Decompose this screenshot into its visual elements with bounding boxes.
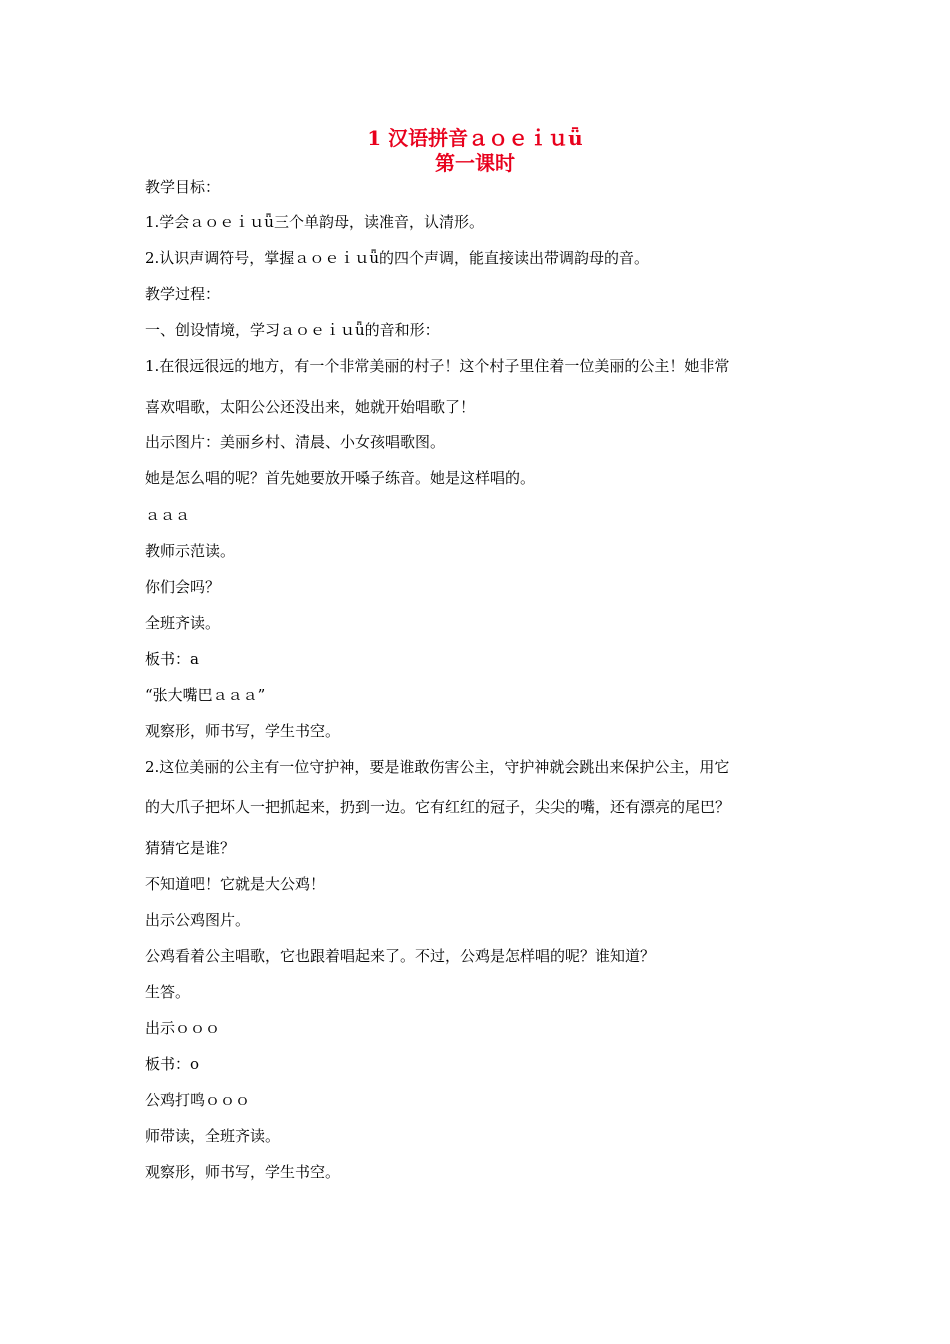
- paragraph: 板书：a: [145, 650, 199, 668]
- paragraph: 教学过程：: [145, 285, 221, 303]
- paragraph: 生答。: [145, 983, 191, 1001]
- paragraph: 的大爪子把坏人一把抓起来，扔到一边。它有红红的冠子，尖尖的嘴，还有漂亮的尾巴？: [145, 798, 731, 816]
- paragraph: 板书：o: [145, 1055, 200, 1073]
- paragraph: 她是怎么唱的呢？首先她要放开嗓子练音。她是这样唱的。: [145, 469, 536, 487]
- paragraph: “张大嘴巴ａａａ”: [145, 686, 266, 704]
- paragraph: 1.在很远很远的地方，有一个非常美丽的村子！这个村子里住着一位美丽的公主！她非常: [145, 357, 730, 375]
- lesson-title: 1 汉语拼音ａｏｅｉｕǖ: [367, 126, 583, 150]
- paragraph: 你们会吗？: [145, 578, 221, 596]
- paragraph: 喜欢唱歌，太阳公公还没出来，她就开始唱歌了！: [145, 398, 476, 416]
- paragraph: 不知道吧！它就是大公鸡！: [145, 875, 326, 893]
- paragraph: 公鸡打鸣ｏｏｏ: [145, 1091, 251, 1109]
- paragraph: 猜猜它是谁？: [145, 839, 236, 857]
- paragraph: 教师示范读。: [145, 542, 236, 560]
- paragraph: 出示ｏｏｏ: [145, 1019, 221, 1037]
- paragraph: 出示图片：美丽乡村、清晨、小女孩唱歌图。: [145, 433, 446, 451]
- paragraph: 一、创设情境，学习ａｏｅｉｕǖ的音和形：: [145, 321, 440, 339]
- paragraph: 出示公鸡图片。: [145, 911, 251, 929]
- paragraph: 2.这位美丽的公主有一位守护神，要是谁敢伤害公主，守护神就会跳出来保护公主，用它: [145, 758, 730, 776]
- paragraph: 教学目标：: [145, 178, 221, 196]
- paragraph: 2.认识声调符号，掌握ａｏｅｉｕǖ的四个声调，能直接读出带调韵母的音。: [145, 249, 649, 267]
- paragraph: 观察形，师书写，学生书空。: [145, 1163, 341, 1181]
- paragraph: ａａａ: [145, 506, 191, 524]
- paragraph: 观察形，师书写，学生书空。: [145, 722, 341, 740]
- paragraph: 公鸡看着公主唱歌，它也跟着唱起来了。不过，公鸡是怎样唱的呢？谁知道？: [145, 947, 656, 965]
- paragraph: 师带读，全班齐读。: [145, 1127, 281, 1145]
- paragraph: 全班齐读。: [145, 614, 221, 632]
- paragraph: 1.学会ａｏｅｉｕǖ三个单韵母，读准音，认清形。: [145, 213, 484, 231]
- lesson-subtitle: 第一课时: [435, 151, 515, 175]
